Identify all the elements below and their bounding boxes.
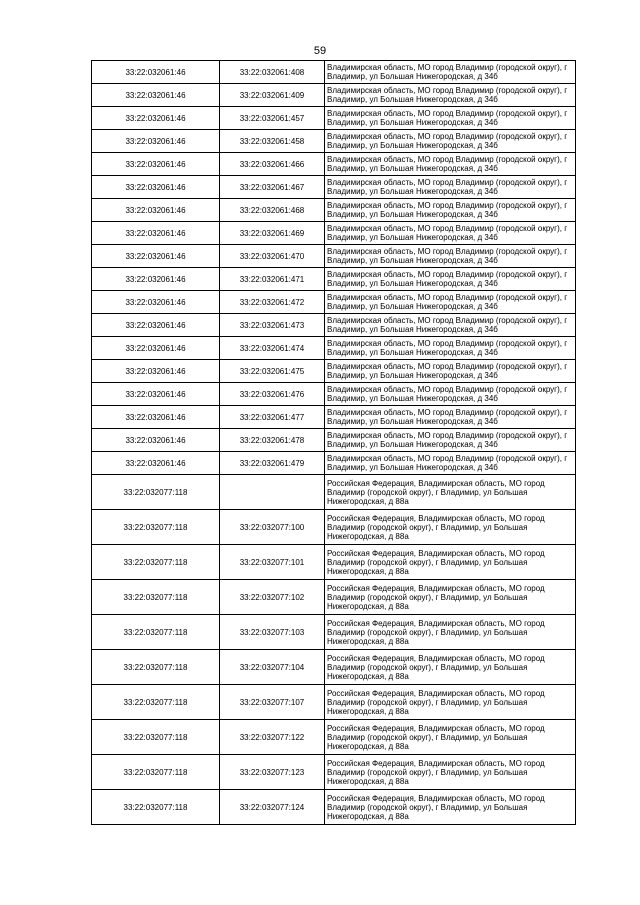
cadastral-number-cell: 33:22:032061:470: [220, 245, 325, 268]
table-body: [92, 61, 576, 825]
cadastral-number-cell: 33:22:032061:466: [220, 153, 325, 176]
address-cell: Владимирская область, МО город Владимир (городской округ), г Владимир, ул Большая Нижегородская, д 34б: [325, 84, 576, 107]
parent-cadastral-number-cell: 33:22:032061:46: [92, 176, 220, 199]
address-cell: Владимирская область, МО город Владимир (городской округ), г Владимир, ул Большая Нижегородская, д 34б: [325, 268, 576, 291]
parent-cadastral-number-cell: 33:22:032061:46: [92, 245, 220, 268]
cadastral-number-cell: 33:22:032061:458: [220, 130, 325, 153]
parent-cadastral-number-cell: 33:22:032061:46: [92, 107, 220, 130]
parent-cadastral-number-cell: 33:22:032077:118: [92, 615, 220, 650]
table-row: [92, 153, 576, 176]
address-cell: Российская Федерация, Владимирская область, МО город Владимир (городской округ), г Владимир, ул Большая Нижегородская, д 88а: [325, 615, 576, 650]
parent-cadastral-number-cell: 33:22:032077:118: [92, 755, 220, 790]
address-cell: Российская Федерация, Владимирская область, МО город Владимир (городской округ), г Владимир, ул Большая Нижегородская, д 88а: [325, 510, 576, 545]
cadastral-number-cell: 33:22:032061:408: [220, 61, 325, 84]
cadastral-number-cell: 33:22:032077:124: [220, 790, 325, 825]
table-row: [92, 245, 576, 268]
parent-cadastral-number-cell: 33:22:032077:118: [92, 790, 220, 825]
address-cell: Владимирская область, МО город Владимир (городской округ), г Владимир, ул Большая Нижегородская, д 34б: [325, 360, 576, 383]
table-row: [92, 406, 576, 429]
table-row: [92, 685, 576, 720]
parent-cadastral-number-cell: 33:22:032061:46: [92, 84, 220, 107]
address-cell: Владимирская область, МО город Владимир (городской округ), г Владимир, ул Большая Нижегородская, д 34б: [325, 314, 576, 337]
table-row: [92, 268, 576, 291]
parent-cadastral-number-cell: 33:22:032061:46: [92, 337, 220, 360]
cadastral-number-cell: 33:22:032061:473: [220, 314, 325, 337]
table-row: [92, 475, 576, 510]
table-row: [92, 790, 576, 825]
table-row: [92, 650, 576, 685]
parent-cadastral-number-cell: 33:22:032061:46: [92, 61, 220, 84]
cadastral-number-cell: 33:22:032077:104: [220, 650, 325, 685]
parent-cadastral-number-cell: 33:22:032061:46: [92, 314, 220, 337]
table-row: [92, 452, 576, 475]
parent-cadastral-number-cell: 33:22:032077:118: [92, 545, 220, 580]
cadastral-number-cell: 33:22:032077:123: [220, 755, 325, 790]
page-number: 59: [313, 45, 327, 57]
table-row: [92, 360, 576, 383]
cadastral-number-cell: 33:22:032061:479: [220, 452, 325, 475]
parent-cadastral-number-cell: 33:22:032077:118: [92, 580, 220, 615]
cadastral-number-cell: 33:22:032061:469: [220, 222, 325, 245]
cadastral-table: [91, 60, 576, 825]
cadastral-number-cell: 33:22:032061:467: [220, 176, 325, 199]
table-row: [92, 61, 576, 84]
table-row: [92, 130, 576, 153]
address-cell: Российская Федерация, Владимирская область, МО город Владимир (городской округ), г Владимир, ул Большая Нижегородская, д 88а: [325, 685, 576, 720]
cadastral-number-cell: 33:22:032061:409: [220, 84, 325, 107]
address-cell: Российская Федерация, Владимирская область, МО город Владимир (городской округ), г Владимир, ул Большая Нижегородская, д 88а: [325, 720, 576, 755]
table-row: [92, 615, 576, 650]
parent-cadastral-number-cell: 33:22:032061:46: [92, 429, 220, 452]
parent-cadastral-number-cell: 33:22:032061:46: [92, 452, 220, 475]
cadastral-number-cell: 33:22:032061:476: [220, 383, 325, 406]
parent-cadastral-number-cell: 33:22:032061:46: [92, 153, 220, 176]
cadastral-number-cell: 33:22:032077:107: [220, 685, 325, 720]
cadastral-number-cell: 33:22:032061:471: [220, 268, 325, 291]
table-row: [92, 580, 576, 615]
cadastral-number-cell: 33:22:032061:475: [220, 360, 325, 383]
cadastral-number-cell: 33:22:032061:474: [220, 337, 325, 360]
table-row: [92, 222, 576, 245]
address-cell: Российская Федерация, Владимирская область, МО город Владимир (городской округ), г Владимир, ул Большая Нижегородская, д 88а: [325, 580, 576, 615]
table-row: [92, 720, 576, 755]
table-row: [92, 291, 576, 314]
address-cell: Владимирская область, МО город Владимир (городской округ), г Владимир, ул Большая Нижегородская, д 34б: [325, 107, 576, 130]
address-cell: Владимирская область, МО город Владимир (городской округ), г Владимир, ул Большая Нижегородская, д 34б: [325, 130, 576, 153]
address-cell: Владимирская область, МО город Владимир (городской округ), г Владимир, ул Большая Нижегородская, д 34б: [325, 176, 576, 199]
table-row: [92, 429, 576, 452]
cadastral-number-cell: 33:22:032061:468: [220, 199, 325, 222]
address-cell: Владимирская область, МО город Владимир (городской округ), г Владимир, ул Большая Нижегородская, д 34б: [325, 452, 576, 475]
parent-cadastral-number-cell: 33:22:032061:46: [92, 291, 220, 314]
parent-cadastral-number-cell: 33:22:032061:46: [92, 222, 220, 245]
parent-cadastral-number-cell: 33:22:032077:118: [92, 650, 220, 685]
parent-cadastral-number-cell: 33:22:032061:46: [92, 360, 220, 383]
cadastral-number-cell: 33:22:032077:102: [220, 580, 325, 615]
table-row: [92, 84, 576, 107]
address-cell: Владимирская область, МО город Владимир (городской округ), г Владимир, ул Большая Нижегородская, д 34б: [325, 406, 576, 429]
parent-cadastral-number-cell: 33:22:032061:46: [92, 406, 220, 429]
table-row: [92, 383, 576, 406]
cadastral-number-cell: 33:22:032077:101: [220, 545, 325, 580]
cadastral-number-cell: 33:22:032061:457: [220, 107, 325, 130]
address-cell: Российская Федерация, Владимирская область, МО город Владимир (городской округ), г Владимир, ул Большая Нижегородская, д 88а: [325, 755, 576, 790]
parent-cadastral-number-cell: 33:22:032077:118: [92, 475, 220, 510]
table-row: [92, 510, 576, 545]
address-cell: Владимирская область, МО город Владимир (городской округ), г Владимир, ул Большая Нижегородская, д 34б: [325, 61, 576, 84]
parent-cadastral-number-cell: 33:22:032077:118: [92, 685, 220, 720]
address-cell: Российская Федерация, Владимирская область, МО город Владимир (городской округ), г Владимир, ул Большая Нижегородская, д 88а: [325, 790, 576, 825]
address-cell: Владимирская область, МО город Владимир (городской округ), г Владимир, ул Большая Нижегородская, д 34б: [325, 383, 576, 406]
address-cell: Владимирская область, МО город Владимир (городской округ), г Владимир, ул Большая Нижегородская, д 34б: [325, 291, 576, 314]
cadastral-number-cell: 33:22:032077:122: [220, 720, 325, 755]
cadastral-number-cell: 33:22:032077:100: [220, 510, 325, 545]
table-row: [92, 545, 576, 580]
parent-cadastral-number-cell: 33:22:032061:46: [92, 199, 220, 222]
parent-cadastral-number-cell: 33:22:032077:118: [92, 720, 220, 755]
parent-cadastral-number-cell: 33:22:032061:46: [92, 383, 220, 406]
address-cell: Владимирская область, МО город Владимир (городской округ), г Владимир, ул Большая Нижегородская, д 34б: [325, 199, 576, 222]
address-cell: Владимирская область, МО город Владимир (городской округ), г Владимир, ул Большая Нижегородская, д 34б: [325, 245, 576, 268]
address-cell: Российская Федерация, Владимирская область, МО город Владимир (городской округ), г Владимир, ул Большая Нижегородская, д 88а: [325, 545, 576, 580]
address-cell: Владимирская область, МО город Владимир (городской округ), г Владимир, ул Большая Нижегородская, д 34б: [325, 222, 576, 245]
cadastral-number-cell: 33:22:032061:478: [220, 429, 325, 452]
table-row: [92, 337, 576, 360]
address-cell: Российская Федерация, Владимирская область, МО город Владимир (городской округ), г Владимир, ул Большая Нижегородская, д 88а: [325, 475, 576, 510]
cadastral-number-cell: 33:22:032077:103: [220, 615, 325, 650]
address-cell: Российская Федерация, Владимирская область, МО город Владимир (городской округ), г Владимир, ул Большая Нижегородская, д 88а: [325, 650, 576, 685]
parent-cadastral-number-cell: 33:22:032077:118: [92, 510, 220, 545]
table-row: [92, 107, 576, 130]
parent-cadastral-number-cell: 33:22:032061:46: [92, 130, 220, 153]
address-cell: Владимирская область, МО город Владимир (городской округ), г Владимир, ул Большая Нижегородская, д 34б: [325, 429, 576, 452]
table-row: [92, 199, 576, 222]
cadastral-number-cell: [220, 475, 325, 510]
address-cell: Владимирская область, МО город Владимир (городской округ), г Владимир, ул Большая Нижегородская, д 34б: [325, 153, 576, 176]
table-row: [92, 314, 576, 337]
table-row: [92, 755, 576, 790]
parent-cadastral-number-cell: 33:22:032061:46: [92, 268, 220, 291]
cadastral-number-cell: 33:22:032061:477: [220, 406, 325, 429]
address-cell: Владимирская область, МО город Владимир (городской округ), г Владимир, ул Большая Нижегородская, д 34б: [325, 337, 576, 360]
table-row: [92, 176, 576, 199]
cadastral-number-cell: 33:22:032061:472: [220, 291, 325, 314]
